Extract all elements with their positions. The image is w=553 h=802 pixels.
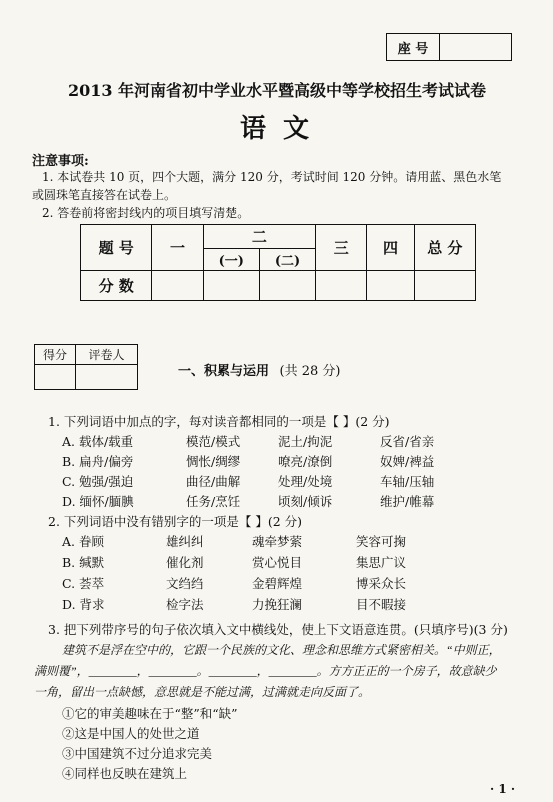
col-total: 总 分 (414, 225, 475, 271)
notes-item2: 2. 答卷前将密封线内的项目填写清楚。 (42, 206, 250, 220)
q1-option-c (62, 472, 512, 492)
col-two: 二 (203, 225, 316, 249)
score-cell-total[interactable] (414, 271, 475, 301)
q3-item: ④同样也反映在建筑上 (62, 766, 188, 781)
score-cell-two-b[interactable] (259, 271, 315, 301)
score-cell-three[interactable] (316, 271, 367, 301)
grader-score-cell[interactable] (35, 365, 76, 390)
page-number: · 1 · (490, 782, 516, 796)
q3-item: ③中国建筑不过分追求完美 (62, 746, 213, 761)
q1-options (62, 432, 512, 512)
seat-value[interactable] (440, 34, 512, 61)
q2-option-b (62, 553, 512, 574)
option-label: D. 背求 (62, 597, 105, 612)
section-one-name: 一、积累与运用 (178, 364, 270, 379)
q3-item: ②这是中国人的处世之道 (62, 726, 200, 741)
notes-heading: 注意事项: (32, 154, 89, 169)
option-word: 车轴/压轴 (380, 474, 435, 489)
score-table (80, 224, 476, 301)
score-cell-two-a[interactable] (203, 271, 259, 301)
section-one-title (178, 360, 341, 379)
q2-option-a (62, 532, 512, 553)
option-word: 赏心悦目 (252, 555, 303, 570)
option-word: 奴婢/裨益 (380, 454, 435, 469)
option-word: 集思广议 (356, 555, 407, 570)
option-label: A. 眷顾 (62, 534, 104, 549)
option-label: C. 荟萃 (62, 576, 105, 591)
option-word: 力挽狂澜 (252, 597, 303, 612)
option-label: B. 缄默 (62, 555, 105, 570)
option-word: 博采众长 (356, 576, 407, 591)
notes-item1-line1: 1. 本试卷共 10 页，四个大题，满分 120 分，考试时间 120 分钟。请用蓝、黑色水笔 (42, 170, 502, 184)
option-word: 顷刻/倾诉 (278, 494, 333, 509)
score-cell-one[interactable] (152, 271, 203, 301)
option-label: C. 勉强/强迫 (62, 474, 134, 489)
option-word: 魂牵梦萦 (252, 534, 303, 549)
q3-passage-line1: 建筑不是浮在空中的，它跟一个民族的文化、理念和思维方式紧密相关。“中则正， (62, 643, 501, 657)
option-word: 反省/省亲 (380, 434, 435, 449)
option-label: D. 缅怀/腼腆 (62, 494, 134, 509)
notes-item1-line2: 或圆珠笔直接答在试卷上。 (32, 188, 177, 202)
q3-passage-line3: 一角，留出一点缺憾，意思就是不能过满，过满就走向反面了。 (34, 685, 371, 699)
q3-passage-line2: 满则覆”，________，________。________，________。方方正正的一个房子，故意缺少 (34, 664, 497, 678)
grader-box (34, 344, 138, 390)
row-label-question: 题 号 (81, 225, 152, 271)
option-word: 模范/模式 (186, 434, 241, 449)
q1-option-a (62, 432, 512, 452)
option-word: 泥土/拘泥 (278, 434, 333, 449)
q2-option-d (62, 595, 512, 616)
option-word: 雄纠纠 (166, 534, 204, 549)
option-word: 催化剂 (166, 555, 204, 570)
option-word: 检字法 (166, 597, 204, 612)
col-four: 四 (367, 225, 414, 271)
option-word: 文绉绉 (166, 576, 204, 591)
option-word: 笑容可掬 (356, 534, 407, 549)
subject-title: 语 文 (239, 114, 314, 144)
q3-items (62, 704, 238, 784)
option-word: 金碧辉煌 (252, 576, 303, 591)
option-word: 惆怅/绸缪 (186, 454, 241, 469)
grader-score-label: 得分 (35, 345, 76, 365)
col-two-sub-b: (二) (259, 249, 315, 271)
col-one: 一 (152, 225, 203, 271)
q1-option-b (62, 452, 512, 472)
q1-option-d (62, 492, 512, 512)
q3-item: ①它的审美趣味在于“整”和“缺” (62, 706, 238, 721)
q2-options (62, 532, 512, 616)
q2-stem: 2. 下列词语中没有错别字的一项是【 】(2 分) (48, 514, 303, 529)
q2-option-c (62, 574, 512, 595)
col-two-sub-a: (一) (203, 249, 259, 271)
option-word: 嘹亮/潦倒 (278, 454, 333, 469)
option-word: 处理/处境 (278, 474, 333, 489)
option-label: B. 扁舟/偏旁 (62, 454, 134, 469)
option-word: 维护/帷幕 (380, 494, 435, 509)
col-three: 三 (316, 225, 367, 271)
option-word: 目不暇接 (356, 597, 407, 612)
exam-title: 2013 年河南省初中学业水平暨高级中等学校招生考试试卷 (67, 81, 487, 100)
option-word: 任务/烹饪 (186, 494, 241, 509)
seat-box (386, 33, 512, 61)
row-label-score: 分 数 (81, 271, 152, 301)
option-label: A. 载体/载重 (62, 434, 134, 449)
section-one-points: (共 28 分) (279, 364, 341, 379)
seat-label: 座 号 (387, 34, 440, 61)
q1-stem: 1. 下列词语中加点的字，每对读音都相同的一项是【 】(2 分) (48, 414, 390, 429)
score-cell-four[interactable] (367, 271, 414, 301)
grader-name-cell[interactable] (76, 365, 138, 390)
option-word: 曲径/曲解 (186, 474, 241, 489)
grader-name-label: 评卷人 (76, 345, 138, 365)
q3-stem: 3. 把下列带序号的句子依次填入文中横线处，使上下文语意连贯。(只填序号)(3 分) (48, 622, 508, 637)
